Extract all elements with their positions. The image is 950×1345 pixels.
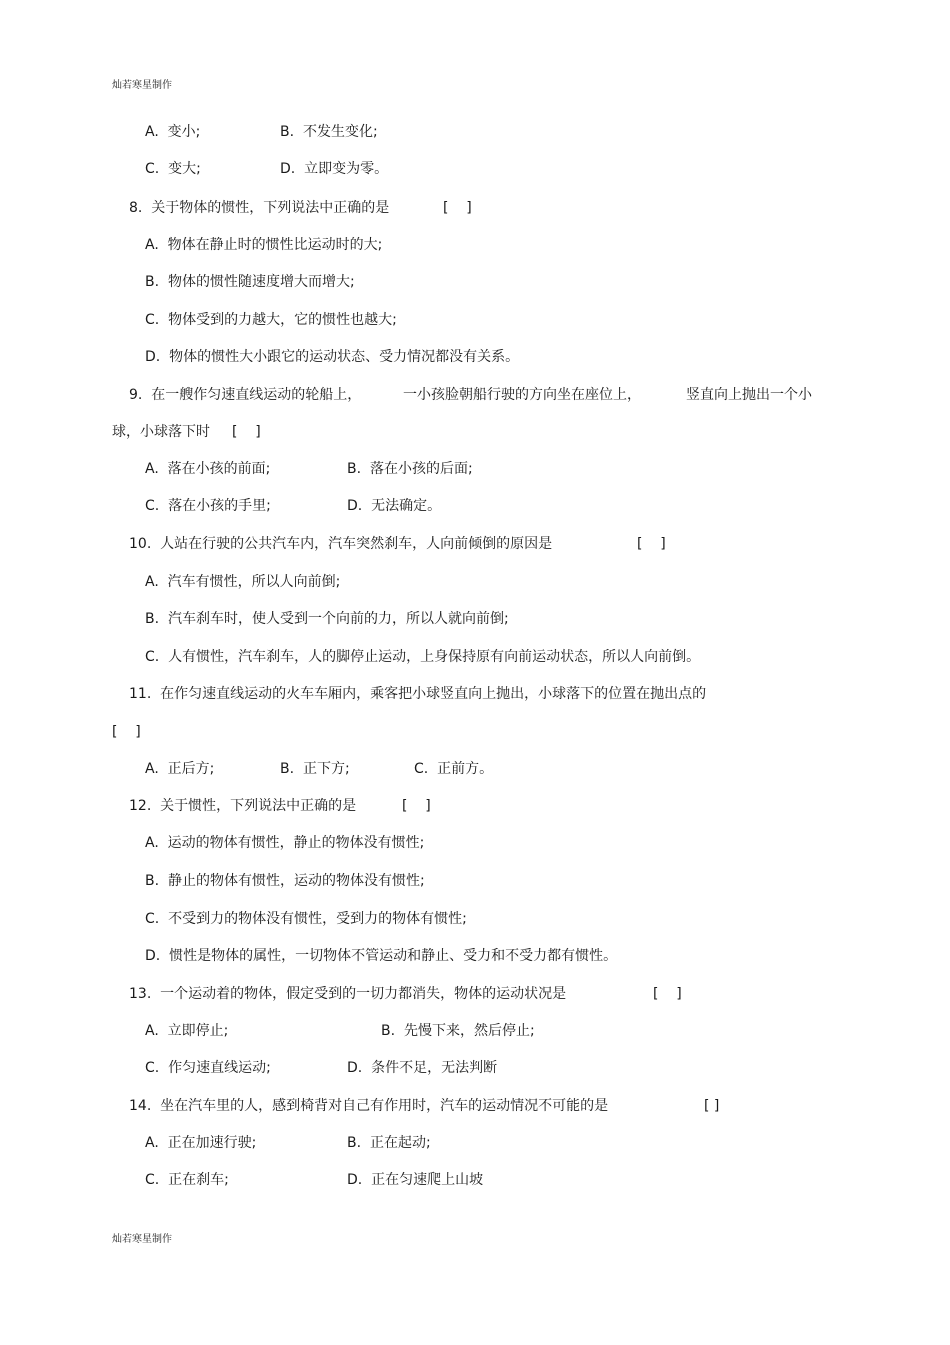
q9-stem-part3: 竖直向上抛出一个小 — [686, 387, 812, 403]
q14-option-c: C. 正在刹车; — [145, 1172, 229, 1188]
q8-answer-bracket: [ ] — [443, 200, 472, 216]
q9-option-a: A. 落在小孩的前面; — [145, 461, 271, 477]
q14-stem: 14. 坐在汽车里的人，感到椅背对自己有作用时，汽车的运动情况不可能的是 — [129, 1098, 609, 1114]
q12-option-c: C. 不受到力的物体没有惯性，受到力的物体有惯性; — [145, 911, 467, 927]
q11-option-b: B. 正下方; — [280, 761, 350, 777]
q7-option-c: C. 变大; — [145, 161, 201, 177]
q10-option-a: A. 汽车有惯性，所以人向前倒; — [145, 574, 341, 590]
q12-option-d: D. 惯性是物体的属性，一切物体不管运动和静止、受力和不受力都有惯性。 — [145, 948, 618, 964]
q11-stem: 11. 在作匀速直线运动的火车车厢内，乘客把小球竖直向上抛出，小球落下的位置在抛出点的 — [129, 686, 707, 702]
q11-answer-bracket: [ ] — [112, 724, 141, 740]
q13-option-c: C. 作匀速直线运动; — [145, 1060, 271, 1076]
q10-option-b: B. 汽车刹车时，使人受到一个向前的力，所以人就向前倒; — [145, 611, 509, 627]
q13-stem: 13. 一个运动着的物体，假定受到的一切力都消失，物体的运动状况是 — [129, 986, 567, 1002]
q12-option-a: A. 运动的物体有惯性，静止的物体没有惯性; — [145, 835, 425, 851]
q8-option-b: B. 物体的惯性随速度增大而增大; — [145, 274, 355, 290]
q9-option-b: B. 落在小孩的后面; — [347, 461, 473, 477]
q8-stem: 8. 关于物体的惯性，下列说法中正确的是 — [129, 200, 390, 216]
q9-stem-part1: 9. 在一艘作匀速直线运动的轮船上， — [129, 387, 362, 403]
q12-answer-bracket: [ ] — [402, 798, 431, 814]
q9-option-d: D. 无法确定。 — [347, 498, 442, 514]
q13-option-a: A. 立即停止; — [145, 1023, 229, 1039]
q9-stem-part4: 球，小球落下时 — [112, 424, 210, 440]
page-footer: 灿若寒星制作 — [112, 1234, 172, 1245]
q10-option-c: C. 人有惯性，汽车刹车，人的脚停止运动，上身保持原有向前运动状态，所以人向前倒。 — [145, 649, 701, 665]
q7-option-a: A. 变小; — [145, 124, 201, 140]
page-header: 灿若寒星制作 — [112, 80, 172, 91]
q13-option-d: D. 条件不足，无法判断 — [347, 1060, 498, 1076]
q11-option-a: A. 正后方; — [145, 761, 215, 777]
q9-option-c: C. 落在小孩的手里; — [145, 498, 271, 514]
q10-answer-bracket: [ ] — [637, 536, 666, 552]
q14-option-a: A. 正在加速行驶; — [145, 1135, 257, 1151]
q9-stem-part2: 一小孩脸朝船行驶的方向坐在座位上， — [403, 387, 641, 403]
q8-option-c: C. 物体受到的力越大，它的惯性也越大; — [145, 312, 397, 328]
q11-option-c: C. 正前方。 — [414, 761, 494, 777]
q12-option-b: B. 静止的物体有惯性，运动的物体没有惯性; — [145, 873, 425, 889]
q13-option-b: B. 先慢下来，然后停止; — [381, 1023, 535, 1039]
q8-option-d: D. 物体的惯性大小跟它的运动状态、受力情况都没有关系。 — [145, 349, 520, 365]
q12-stem: 12. 关于惯性，下列说法中正确的是 — [129, 798, 357, 814]
q7-option-d: D. 立即变为零。 — [280, 161, 389, 177]
q14-option-b: B. 正在起动; — [347, 1135, 431, 1151]
q7-option-b: B. 不发生变化; — [280, 124, 378, 140]
q13-answer-bracket: [ ] — [653, 986, 682, 1002]
q10-stem: 10. 人站在行驶的公共汽车内，汽车突然刹车，人向前倾倒的原因是 — [129, 536, 553, 552]
q14-answer-bracket: [ ] — [704, 1098, 720, 1114]
q8-option-a: A. 物体在静止时的惯性比运动时的大; — [145, 237, 383, 253]
q14-option-d: D. 正在匀速爬上山坡 — [347, 1172, 484, 1188]
q9-answer-bracket: [ ] — [232, 424, 261, 440]
